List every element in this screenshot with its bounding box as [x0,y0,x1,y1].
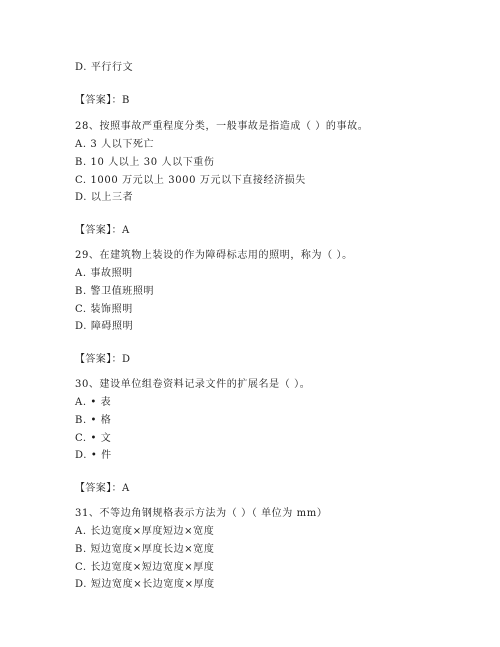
question-29-option-b: B. 警卫值班照明 [75,286,155,297]
question-28-option-b: B. 10 人以上 30 人以下重伤 [75,157,215,168]
question-30-option-c: C. • 文 [75,433,112,444]
question-28-answer: 【答案】：A [75,225,130,236]
question-30-option-a: A. • 表 [75,397,112,408]
question-29-stem: 29、在建筑物上装设的作为障碍标志用的照明，称为（ ）。 [75,250,353,261]
question-31-option-b: B. 短边宽度×厚度长边×宽度 [75,544,215,555]
prev-answer: 【答案】：B [75,95,130,106]
question-31-option-d: D. 短边宽度×长边宽度×厚度 [75,579,215,590]
question-31-option-a: A. 长边宽度×厚度短边×宽度 [75,526,215,537]
question-30-option-b: B. • 格 [75,415,112,426]
question-29-answer: 【答案】：D [75,354,131,365]
question-30-answer: 【答案】：A [75,483,130,494]
question-30-option-d: D. • 件 [75,450,112,461]
question-29-option-d: D. 障碍照明 [75,321,134,332]
question-28-option-d: D. 以上三者 [75,192,134,203]
question-31-stem: 31、不等边角钢规格表示方法为（ ）（ 单位为 mm） [75,508,328,519]
question-31-option-c: C. 长边宽度×短边宽度×厚度 [75,562,215,573]
question-30-stem: 30、建设单位组卷资料记录文件的扩展名是（ ）。 [75,379,311,390]
question-28-option-c: C. 1000 万元以上 3000 万元以下直接经济损失 [75,175,306,186]
question-29-option-a: A. 事故照明 [75,268,133,279]
question-29-option-c: C. 装饰照明 [75,304,133,315]
question-28-stem: 28、按照事故严重程度分类，一般事故是指造成（ ）的事故。 [75,121,369,132]
question-28-option-a: A. 3 人以下死亡 [75,139,155,150]
prev-option-d: D. 平行行文 [75,62,134,73]
